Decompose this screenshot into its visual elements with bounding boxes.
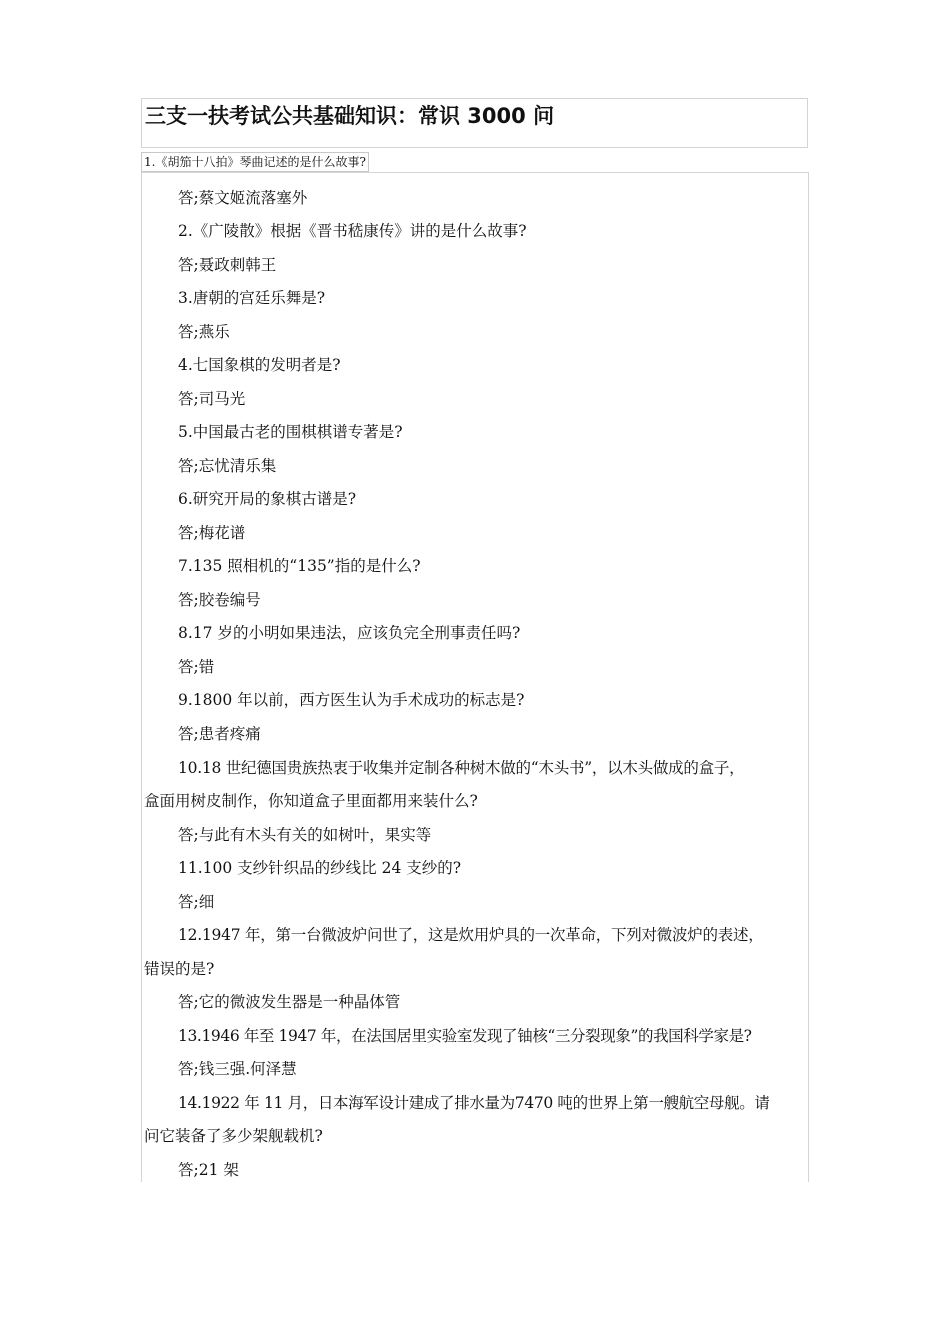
answer-line: 答;蔡文姬流落塞外 [178,189,308,207]
question-line: 7.135 照相机的“135”指的是什么? [178,557,421,575]
answer-line: 答;忘忧清乐集 [178,457,277,475]
answer-line: 答;胶卷编号 [178,591,261,609]
question-line: 9.1800 年以前，西方医生认为手术成功的标志是? [178,691,525,709]
answer-line: 答;梅花谱 [178,524,246,542]
document-title: 三支一扶考试公共基础知识：常识 3000 问 [145,104,555,128]
question-line: 6.研究开局的象棋古谱是? [178,490,357,508]
answer-line: 答;司马光 [178,390,246,408]
question-line: 3.唐朝的宫廷乐舞是? [178,289,326,307]
question-line: 8.17 岁的小明如果违法，应该负完全刑事责任吗? [178,624,521,642]
title-box [141,98,808,148]
question-line-continued: 问它装备了多少架舰载机? [144,1127,323,1145]
question-line: 12.1947 年，第一台微波炉问世了，这是炊用炉具的一次革命，下列对微波炉的表述， [178,926,764,944]
question-line-continued: 错误的是? [144,960,215,978]
answer-line: 答;21 架 [178,1161,239,1179]
answer-line: 答;患者疼痛 [178,725,261,743]
answer-line: 答;细 [178,893,215,911]
question-line: 13.1946 年至 1947 年，在法国居里实验室发现了铀核“三分裂现象”的我国科学家是? [178,1027,752,1045]
question-line: 10.18 世纪德国贵族热衷于收集并定制各种树木做的“木头书”，以木头做成的盒子， [178,759,745,777]
answer-line: 答;它的微波发生器是一种晶体管 [178,993,401,1011]
question-1: 1.《胡笳十八拍》琴曲记述的是什么故事? [141,152,369,172]
answer-line: 答;错 [178,658,215,676]
question-line: 14.1922 年 11 月，日本海军设计建成了排水量为7470 吨的世界上第一艘航空母舰。请 [178,1094,770,1112]
question-line: 4.七国象棋的发明者是? [178,356,341,374]
question-line: 5.中国最古老的围棋棋谱专著是? [178,423,403,441]
answer-line: 答;燕乐 [178,323,230,341]
question-line-continued: 盒面用树皮制作，你知道盒子里面都用来装什么? [144,792,478,810]
answer-line: 答;与此有木头有关的如树叶，果实等 [178,826,432,844]
answer-line: 答;钱三强.何泽慧 [178,1060,297,1078]
question-line: 11.100 支纱针织品的纱线比 24 支纱的? [178,859,462,877]
answer-line: 答;聂政刺韩王 [178,256,277,274]
question-line: 2.《广陵散》根据《晋书嵇康传》讲的是什么故事? [178,222,527,240]
